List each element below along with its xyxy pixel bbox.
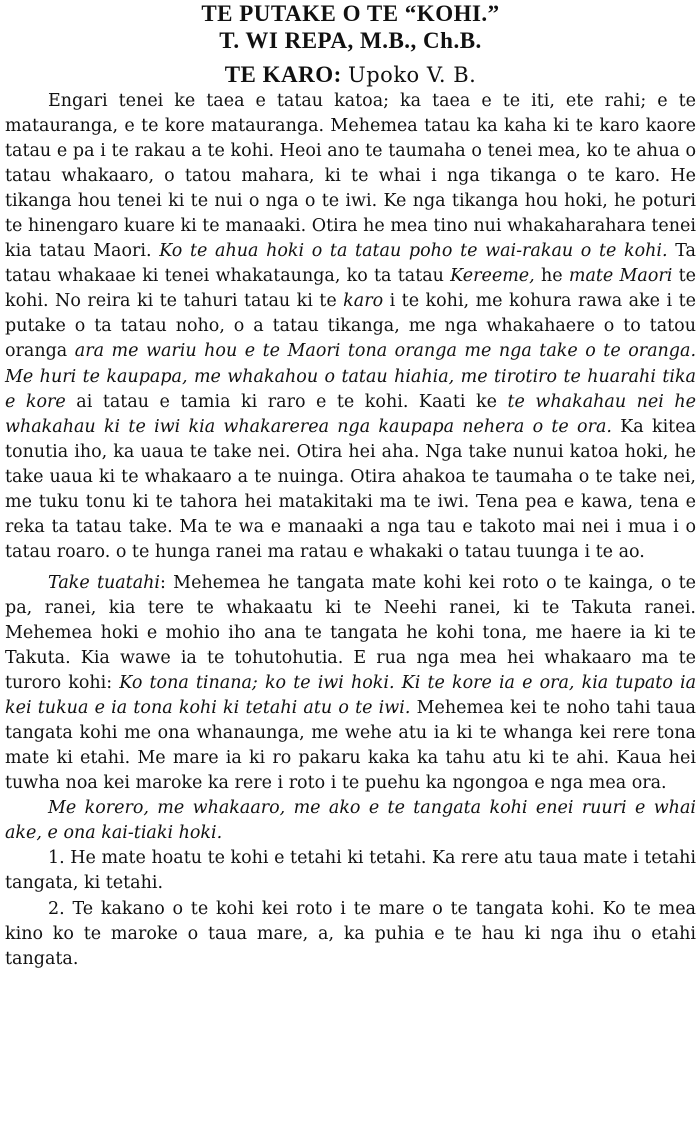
numbered-item-1 (5, 846, 696, 896)
author-line: T. WI REPA, M.B., Ch.B. (219, 28, 482, 53)
text-span: Mehemea kei te noho tahi taua tangata kohi me ona whanaunga, me wehe atu ia ki te whanga kei rere tona mate ki etahi. Me mare ia ki ro pakaru kaka ka tahu atu ki te ahi. Kaua hei tuwha noa kei maroke ka rere i roto i te puehu ka ngongoa e nga mea ora. (5, 698, 696, 794)
italic-span: Me korero, me whakaaro, me ako e te tangata kohi enei ruuri e whai ake, e ona kai-tiaki hoki. (5, 798, 696, 844)
italic-span: Kereeme, (450, 266, 535, 287)
italic-span: mate Maori (568, 266, 673, 287)
article-title: TE PUTAKE O TE “KOHI.” (201, 1, 500, 26)
section-heading (5, 61, 696, 89)
text-span: Ta tatau whakaae ki tenei whakataunga, ko ta tatau (5, 241, 696, 287)
italic-span: te whakahau nei he whakahau ki te iwi kia whakarerea nga kaupapa nehera o te ora. (5, 391, 697, 437)
section-subtitle: Upoko V. B. (348, 63, 477, 87)
text-span: he (534, 266, 569, 287)
text-span: 2. Te kakano o te kohi kei roto i te mare o te tangata kohi. Ko te mea kino ko te maroke o taua mare, a, ka puhia e te hau ki nga ihu o etahi tangata. (5, 898, 696, 969)
body-paragraph-3 (5, 796, 696, 846)
text-span: : Mehemea he tangata mate kohi kei roto o te kainga, o te pa, ranei, kia tere te whakaatu ki te Neehi ranei, ki te Takuta ranei. Mehemea hoki e mohio iho ana te tangata he kohi tona, me haere ia ki te Takuta. Kia wawe ia te tohutohutia. E rua nga mea hei whakaaro ma te turoro kohi: (5, 572, 697, 694)
body-paragraph-2 (5, 571, 696, 796)
italic-span: Take tuatahi (48, 572, 161, 593)
numbered-item-2 (5, 897, 696, 972)
text-span: i te kohi, me kohura rawa ake i te putake o ta tatau noho, o a tatau tikanga, me nga whakahaere o to tatou oranga (5, 291, 696, 362)
italic-span: Ko te ahua hoki o ta tatau poho te wai-rakau o te kohi. (159, 241, 668, 262)
text-span: ai tatau e tamia ki raro e te kohi. Kaati ke (65, 391, 508, 412)
italic-span: ara me wariu hou e te Maori tona oranga me nga take o te oranga. Me huri te kaupapa, me whakahou o tatau hiahia, me tirotiro te huarahi tika e kore (5, 341, 697, 412)
italic-span: Ko tona tinana; ko te iwi hoki. Ki te kore ia e ora, kia tupato ia kei tukua e ia tona kohi ki tetahi atu o te iwi. (5, 673, 697, 719)
italic-span: karo (343, 291, 384, 312)
text-span: Engari tenei ke taea e tatau katoa; ka taea e te iti, ete rahi; e te matauranga, e te kore matauranga. Mehemea tatau ka kaha ki te karo kaore tatau e pa i te rakau a te kohi. Heoi ano te taumaha o tenei mea, ko te ahua o tatau whakaaro, o tatou mahara, ki te whai i nga tikanga o te karo. He tikanga hou tenei ki te nui o nga o te iwi. Ke nga tikanga hou hoki, he poturi te hinengaro kuare ki te manaaki. Otira he mea tino nui whakaharahara tenei kia tatau Maori. (5, 91, 696, 262)
text-span: 1. He mate hoatu te kohi e tetahi ki tetahi. Ka rere atu taua mate i tetahi tangata, ki tetahi. (5, 848, 696, 894)
body-paragraph-1 (5, 89, 696, 565)
text-span: Ka kitea tonutia iho, ka uaua te take nei. Otira hei aha. Nga take nunui katoa hoki, he take uaua ki te whakaaro a te nuinga. Otira ahakoa te taumaha o te take nei, me tuku tonu ki te tahora hei matakitaki ma te iwi. Tena pea e kawa, tena e reka ta tatau take. Ma te wa e manaaki a nga tau e takoto mai nei i mua i o tatau roaro. o te hunga ranei ma ratau e whakaki o tatau tuunga i te ao. (5, 416, 697, 562)
section-label: TE KARO: (224, 62, 349, 87)
text-span: te kohi. No reira ki te tahuri tatau ki te (5, 266, 696, 312)
